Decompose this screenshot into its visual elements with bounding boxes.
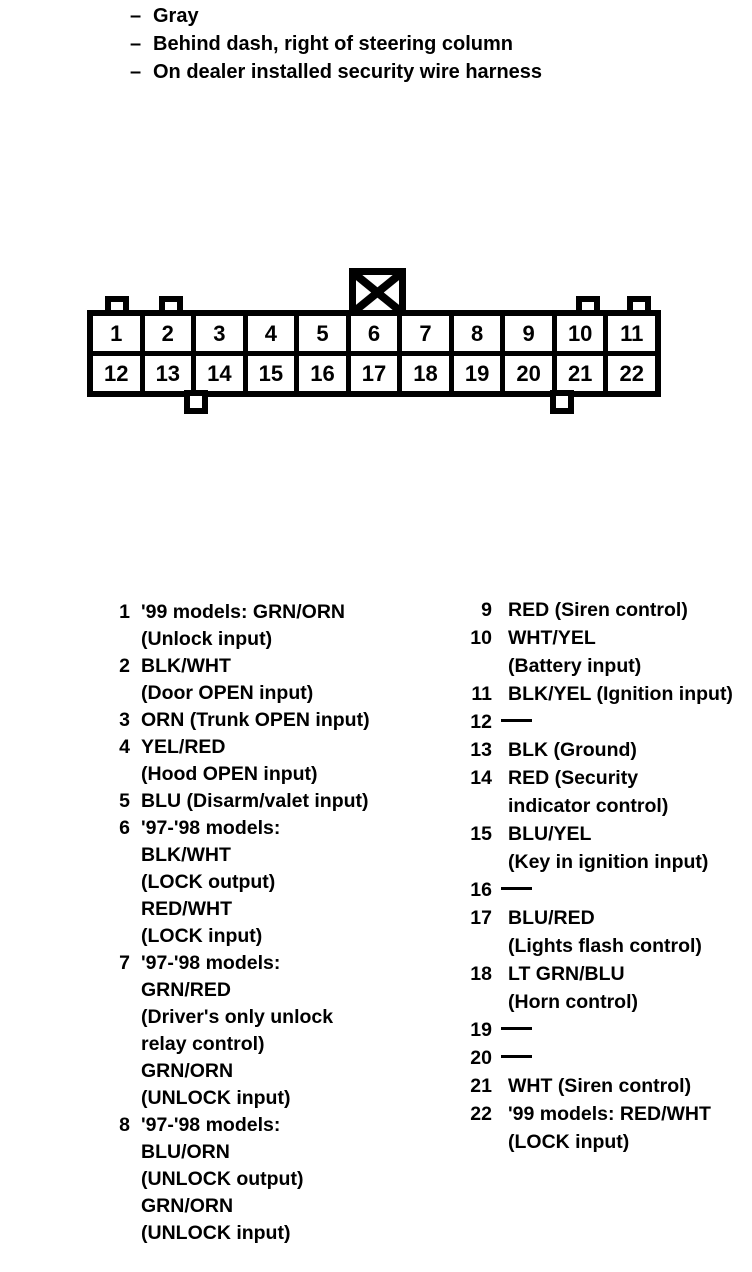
dash-bullet: – xyxy=(130,33,142,55)
pin-list-item-7 xyxy=(100,950,435,1112)
pin-number: 12 xyxy=(470,711,492,733)
pin-description-line: (Door OPEN input) xyxy=(141,682,314,704)
mounting-tab-icon xyxy=(184,390,208,414)
pin-description-line: (LOCK input) xyxy=(508,1131,630,1153)
pin-description-line: GRN/ORN xyxy=(141,1060,234,1082)
pin-description-line: BLK/WHT xyxy=(141,844,231,866)
pin-list-item-3 xyxy=(100,707,435,734)
pin-description-line xyxy=(508,1016,752,1044)
pin-description-line: (Driver's only unlock xyxy=(141,1006,334,1028)
pin-description xyxy=(508,764,752,820)
pin-number: 13 xyxy=(470,739,492,761)
pin-description-line: LT GRN/BLU xyxy=(508,963,625,985)
pin-description-line: (Horn control) xyxy=(508,991,638,1013)
pin-description-line: (Key in ignition input) xyxy=(508,851,709,873)
pin-number: 22 xyxy=(470,1103,492,1125)
pin-description-line: relay control) xyxy=(141,1033,265,1055)
pin-legend-right-column xyxy=(440,596,752,1156)
pin-description-line: BLK/WHT xyxy=(141,655,231,677)
pin-description-line: WHT (Siren control) xyxy=(508,1075,692,1097)
pin-number: 14 xyxy=(470,767,492,789)
pin-cell-21: 21 xyxy=(557,356,604,391)
pin-list-item-14 xyxy=(440,764,752,820)
pin-list-item-9 xyxy=(440,596,752,624)
connector-location-notes xyxy=(130,2,542,86)
pin-description xyxy=(508,708,752,736)
pin-description xyxy=(508,876,752,904)
pin-description-line xyxy=(508,1044,752,1072)
pin-list-item-18 xyxy=(440,960,752,1016)
pin-description xyxy=(141,815,435,950)
pin-cell-20: 20 xyxy=(505,356,552,391)
dash-bullet: – xyxy=(130,61,142,83)
pin-description-line: BLU (Disarm/valet input) xyxy=(141,790,369,812)
pin-number: 11 xyxy=(471,683,492,705)
pin-cell-7: 7 xyxy=(402,316,449,351)
pin-description-line: BLU/ORN xyxy=(141,1141,230,1163)
pin-list-item-2 xyxy=(100,653,435,707)
mounting-tab-icon xyxy=(159,296,183,316)
pin-number: 19 xyxy=(470,1019,492,1041)
pin-number: 10 xyxy=(470,627,492,649)
pin-cell-11: 11 xyxy=(608,316,655,351)
pin-description xyxy=(508,680,752,708)
pin-description-line: BLK/YEL (Ignition input) xyxy=(508,683,733,705)
pin-list-item-6 xyxy=(100,815,435,950)
pin-description xyxy=(508,960,752,1016)
pin-description xyxy=(141,599,435,653)
pin-cell-8: 8 xyxy=(454,316,501,351)
pin-description-line: (Battery input) xyxy=(508,655,642,677)
pin-description-line: (Lights flash control) xyxy=(508,935,702,957)
pin-description-line: (Unlock input) xyxy=(141,628,273,650)
pin-description xyxy=(508,624,752,680)
pin-description-line: GRN/RED xyxy=(141,979,231,1001)
note-line xyxy=(130,58,542,86)
pin-description-line xyxy=(508,876,752,904)
pin-number: 16 xyxy=(470,879,492,901)
pin-cell-18: 18 xyxy=(402,356,449,391)
pin-description-line: BLU/YEL xyxy=(508,823,592,845)
pin-cell-3: 3 xyxy=(196,316,243,351)
pin-description-line: indicator control) xyxy=(508,795,669,817)
pin-list-item-1 xyxy=(100,599,435,653)
pin-cell-5: 5 xyxy=(299,316,346,351)
pin-list-item-15 xyxy=(440,820,752,876)
pin-description-line: RED (Siren control) xyxy=(508,599,688,621)
pin-list-item-13 xyxy=(440,736,752,764)
pin-list-item-16 xyxy=(440,876,752,904)
pin-cell-2: 2 xyxy=(145,316,192,351)
pin-cell-12: 12 xyxy=(93,356,140,391)
pin-cell-10: 10 xyxy=(557,316,604,351)
mounting-tab-icon xyxy=(550,390,574,414)
pin-cell-22: 22 xyxy=(608,356,655,391)
pin-cell-14: 14 xyxy=(196,356,243,391)
note-text: Gray xyxy=(153,5,199,27)
pin-list-item-22 xyxy=(440,1100,752,1156)
pin-number: 6 xyxy=(119,817,130,839)
pin-list-item-20 xyxy=(440,1044,752,1072)
pin-list-item-4 xyxy=(100,734,435,788)
pin-number: 18 xyxy=(470,963,492,985)
note-text: On dealer installed security wire harness xyxy=(153,61,543,83)
pin-description-line: RED (Security xyxy=(508,767,639,789)
pin-description xyxy=(508,736,752,764)
pin-description-line: RED/WHT xyxy=(141,898,232,920)
pin-description-line: WHT/YEL xyxy=(508,627,596,649)
pin-description-line: (Hood OPEN input) xyxy=(141,763,318,785)
pin-number: 1 xyxy=(119,601,130,623)
pin-description-line: (UNLOCK input) xyxy=(141,1222,291,1244)
pin-description-line: (LOCK output) xyxy=(141,871,276,893)
note-line xyxy=(130,30,542,58)
crossed-x-icon xyxy=(356,275,399,310)
pin-list-item-12 xyxy=(440,708,752,736)
mounting-tab-icon xyxy=(627,296,651,316)
pin-cell-15: 15 xyxy=(248,356,295,391)
pin-description xyxy=(141,1112,435,1247)
pin-description-line: BLK (Ground) xyxy=(508,739,637,761)
pin-list-item-17 xyxy=(440,904,752,960)
pin-description-line: '99 models: RED/WHT xyxy=(508,1103,711,1125)
pin-description-line: '99 models: GRN/ORN xyxy=(141,601,346,623)
pin-description-line: GRN/ORN xyxy=(141,1195,234,1217)
mounting-tab-icon xyxy=(105,296,129,316)
pin-number: 20 xyxy=(470,1047,492,1069)
pin-cell-19: 19 xyxy=(454,356,501,391)
pin-description-line: ORN (Trunk OPEN input) xyxy=(141,709,370,731)
mounting-tab-icon xyxy=(576,296,600,316)
pin-cell-16: 16 xyxy=(299,356,346,391)
note-text: Behind dash, right of steering column xyxy=(153,33,514,55)
pin-number: 8 xyxy=(119,1114,130,1136)
pin-number: 17 xyxy=(470,907,492,929)
pin-number: 4 xyxy=(119,736,130,758)
pin-cell-9: 9 xyxy=(505,316,552,351)
pin-description-line: '97-'98 models: xyxy=(141,1114,281,1136)
pin-description-line: '97-'98 models: xyxy=(141,817,281,839)
pin-description-line: (UNLOCK input) xyxy=(141,1087,291,1109)
pin-description xyxy=(141,788,435,815)
note-line xyxy=(130,2,542,30)
pin-description-line xyxy=(508,708,752,736)
pin-number: 2 xyxy=(119,655,130,677)
connector-22pin-diagram xyxy=(87,310,661,397)
pin-description xyxy=(508,904,752,960)
pin-list-item-21 xyxy=(440,1072,752,1100)
pin-list-item-11 xyxy=(440,680,752,708)
no-connection-dash xyxy=(501,1055,532,1058)
no-connection-dash xyxy=(501,887,532,890)
pin-description-line: YEL/RED xyxy=(141,736,226,758)
pin-cell-4: 4 xyxy=(248,316,295,351)
pin-list-item-10 xyxy=(440,624,752,680)
pin-list-item-5 xyxy=(100,788,435,815)
pin-number: 9 xyxy=(481,599,492,621)
pin-cell-13: 13 xyxy=(145,356,192,391)
pin-list-item-8 xyxy=(100,1112,435,1247)
no-connection-dash xyxy=(501,1027,532,1030)
pin-description xyxy=(508,1016,752,1044)
pin-list-item-19 xyxy=(440,1016,752,1044)
pin-number: 5 xyxy=(119,790,130,812)
pin-description-line: (UNLOCK output) xyxy=(141,1168,304,1190)
pin-number: 21 xyxy=(470,1075,492,1097)
pin-description-line: '97-'98 models: xyxy=(141,952,281,974)
pin-description xyxy=(141,653,435,707)
pin-description-line: (LOCK input) xyxy=(141,925,263,947)
pin-description xyxy=(508,1044,752,1072)
pin-description xyxy=(508,820,752,876)
pin-number: 15 xyxy=(470,823,492,845)
pin-description xyxy=(508,596,752,624)
pin-cell-6: 6 xyxy=(351,316,398,351)
pin-cell-17: 17 xyxy=(351,356,398,391)
pin-description xyxy=(141,707,435,734)
pin-legend-left-column xyxy=(100,599,435,1247)
pin-description xyxy=(141,734,435,788)
pin-description xyxy=(508,1100,752,1156)
dash-bullet: – xyxy=(130,5,142,27)
pin-description xyxy=(141,950,435,1112)
pin-cell-1: 1 xyxy=(93,316,140,351)
pin-description-line: BLU/RED xyxy=(508,907,595,929)
pin-number: 3 xyxy=(119,709,130,731)
pin-number: 7 xyxy=(119,952,130,974)
no-connection-dash xyxy=(501,719,532,722)
pin-description xyxy=(508,1072,752,1100)
